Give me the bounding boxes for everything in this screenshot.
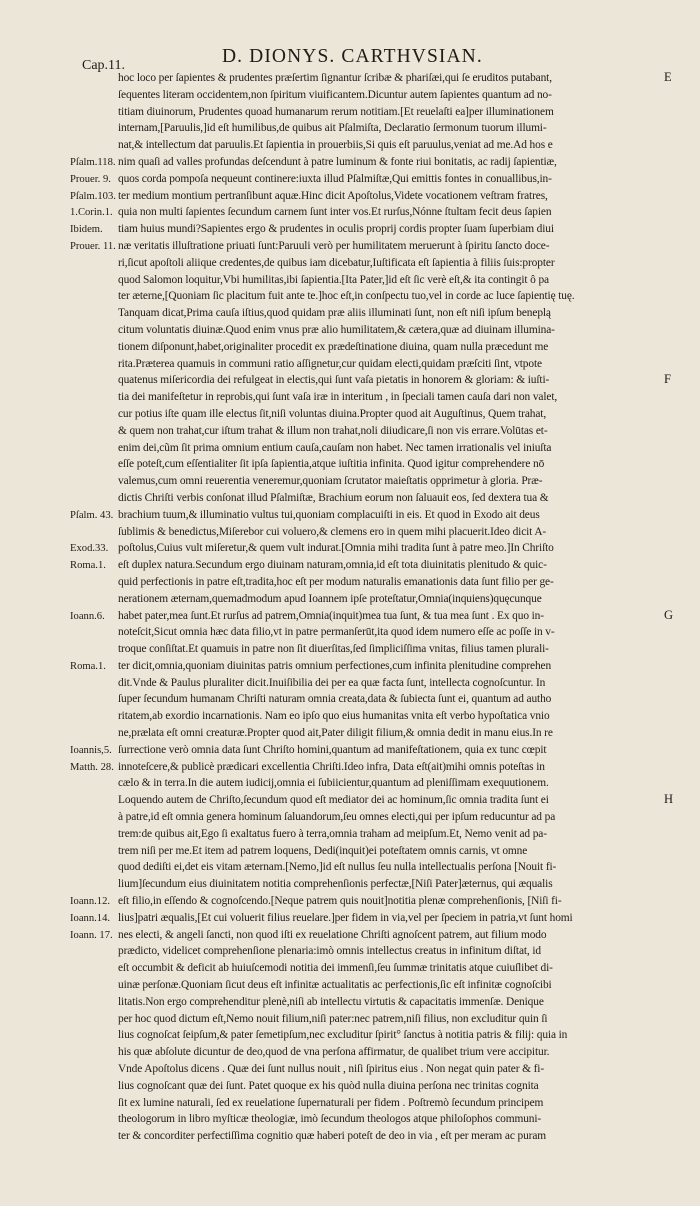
text-line: internam,[Paruulis,]id eſt humilibus,de quibus ait Pſalmiſta, Declaratio ſermonum tuorum illumi-: [118, 122, 547, 135]
text-line: ter & concorditer perfectiſſima cognitio quæ haberi poteſt de deo in via , eſt per meram ac puram: [118, 1130, 547, 1143]
text-line: lius]patri æqualis,[Et cui voluerit filius reuelare.]per fidem in via,vel per ſpeciem in patria,vt ſunt homi: [118, 911, 573, 924]
margin-reference: Matth. 28.: [70, 761, 114, 773]
text-line: nes electi, & angeli ſancti, non quod iſti ex reuelatione Chriſti agnoſcent patrem, aut filium modo: [118, 928, 547, 941]
text-body: [118, 70, 658, 1145]
margin-reference: Ioann.14.: [70, 913, 111, 924]
margin-reference: Pſalm. 43.: [70, 509, 114, 521]
text-line: noteſcit,Sicut omnia hæc data filio,vt in patre permanſerūt,ita quod idem numero eſſe ac poſſe in v-: [118, 626, 555, 639]
section-letter: G: [664, 607, 674, 622]
text-line: quid perfectionis in patre eſt,tradita,hoc eſt per modum naturalis emanationis data ſunt filio per ge-: [118, 575, 554, 588]
text-line: cur potius iſte quam ille electus ſit,niſi voluntas diuina.Propter quod ait Auguſtinus, Quem trahat,: [118, 407, 547, 420]
text-line: trem niſi per me.Et item ad patrem loquens, Dedi(inquit)ei poteſtatem omnis carnis, vt omne: [118, 844, 528, 857]
margin-reference: Exod.33.: [70, 543, 109, 555]
text-line: litatis.Non ergo comprehenditur plenè,niſi ab intellectu virtutis & capacitatis immenſæ. Denique: [118, 995, 544, 1008]
text-line: eſſe poteſt,cum eſſentialiter ſit ipſa ſapientia,atque iuſtitia infinita. Quod igitur comprehendere nō: [118, 458, 545, 471]
text-line: hoc loco per ſapientes & prudentes præſertim ſignantur ſcribæ & phariſæi,qui ſe eruditos putabant,: [118, 72, 552, 84]
text-line: ter medium montium pertranſibunt aquæ.Hinc dicit Apoſtolus,Videte vocationem veſtram fratres,: [118, 189, 548, 202]
text-line: prædicto, videlicet comprehenſione plenaria:imò omnis intellectus creatus in infinitum diſtat, id: [118, 945, 541, 958]
text-line: lius cognoſcant quæ dei ſunt. Patet quoque ex his quòd nulla diuina perſona nec trinitas cognita: [118, 1079, 539, 1092]
text-line: nim quaſi ad valles profundas deſcendunt à patre luminum & fonte riui bonitatis, ac radij ſapientiæ,: [118, 155, 557, 168]
text-line: lius cognoſcat ſeipſum,& pater ſemetipſum,nec excluditur ſpirit° ſanctus à notitia patris & filij: quia in: [118, 1029, 568, 1042]
margin-reference: Ioann. 17.: [70, 929, 113, 941]
text-line: uinæ perſonæ.Quoniam ſicut deus eſt infinitæ actualitatis ac perfectionis,ſic eſt infinitæ cognoſcibi: [118, 979, 552, 992]
text-line: ſuper ſecundum humanam Chriſti naturam omnia creata,data & ſubiecta ſunt ei, quantum ad autho: [118, 693, 552, 706]
margin-reference: Pſalm.118.: [70, 157, 116, 168]
text-line: his quæ abſolute dicuntur de deo,quod de vna perſona affirmatur, de qualibet trium vere accipitur.: [118, 1046, 550, 1059]
text-line: innoteſcere,& publicè prædicari excellentia Chriſti.Ideo infra, Data eſt(ait)mihi omnis poteſtas in: [118, 760, 545, 773]
text-line: eſt duplex natura.Secundum ergo diuinam naturam,omnia,id eſt tota diuinitatis plenitudo & quic-: [118, 559, 547, 572]
text-line: quod dediſti ei,det eis vitam æternam.[Nemo,]id eſt nullus ſeu nulla intellectualis perſona [Nouit fi-: [118, 861, 557, 874]
page-title: D. DIONYS. CARTHVSIAN.: [222, 46, 483, 67]
text-line: eſt filio,in eſſendo & cognoſcendo.[Neque patrem quis nouit]notitia plenæ comprehenſionis, [Niſi fi-: [118, 895, 562, 908]
text-line: lium]ſecundum eius diuinitatem notitia comprehenſionis perfectæ,[Niſi Pater]æternus, qui æqualis: [118, 878, 553, 891]
text-line: ſublimis & benedictus,Miſerebor cui voluero,& clemens ero in quem mihi placuerit.Ideo dicit A-: [118, 525, 547, 538]
text-line: Vnde Apoſtolus dicens . Quæ dei ſunt nullus nouit , niſi ſpiritus eius . Non negat quin pater & fi-: [118, 1063, 544, 1076]
chapter-label: Cap.11.: [82, 58, 126, 73]
text-line: dit.Vnde & Paulus pluraliter dicit.Inuiſibilia dei per ea quæ facta ſunt, intellecta cognoſcuntur. In: [118, 676, 546, 689]
text-line: nerationem æternam,quemadmodum apud Ioannem ipſe proteſtatur,Omnia(inquiens)quęcunque: [118, 592, 542, 605]
text-line: tionem diſponunt,habet,originaliter procedit ex prædeſtinatione diuina, quam nulla præcedunt me: [118, 340, 549, 353]
text-line: tiam huius mundi?Sapientes ergo & prudentes in oculis proprij cordis propter ſuam ſuperbiam diui: [118, 223, 554, 236]
text-line: ſurrectione verò omnia data ſunt Chriſto homini,quantum ad manifeſtationem, quia ex tunc cœpit: [118, 743, 547, 756]
text-line: ter dicit,omnia,quoniam diuinitas patris omnium perfectiones,cum infinita plenitudine comprehen: [118, 659, 552, 672]
text-line: quatenus miſericordia dei refulgeat in electis,qui ſunt vaſa pietatis in honorem & gloriam: & iuſti-: [118, 374, 550, 387]
margin-reference: Roma.1.: [70, 560, 106, 572]
text-line: cælo & in terra.In die autem iudicij,omnia ei ſubiicientur,quantum ad pleniſſimam exequutionem.: [118, 777, 549, 790]
text-line: quos corda pompoſa nequeunt continere:iuxta illud Pſalmiſtæ,Qui emittis fontes in conuallibus,in-: [118, 172, 552, 185]
text-line: trem:de quibus ait,Ego ſi exaltatus fuero à terra,omnia traham ad meipſum.Et, Nemo venit ad pa-: [118, 827, 547, 840]
text-line: habet pater,mea ſunt.Et rurſus ad patrem,Omnia(inquit)mea tua ſunt, & tua mea ſunt . Ex quo in-: [118, 609, 544, 622]
section-letter: F: [664, 372, 671, 387]
text-line: titiam diuinorum, Prudentes quoad humanarum rerum notitiam.[Et reuelaſti ea]per illuminationem: [118, 105, 554, 118]
text-line: eſt occumbit & deficit ab huiuſcemodi notitia dei immenſi,ſeu ſummæ trinitatis atque cuiuſlibet di-: [118, 962, 553, 975]
text-line: brachium tuum,& illuminatio vultus tui,quoniam complacuiſti in eis. Et quod in Exodo ait deus: [118, 508, 540, 521]
text-line: à patre,id eſt omnia genera hominum ſaluandorum,ſeu omnes electi,qui per ipſum reducuntur ad pa: [118, 811, 556, 824]
text-line: rita.Præterea quamuis in communi ratio aſſignetur,cur quidam electi,quidam præſciti ſint, vtpote: [118, 357, 542, 370]
text-line: enim dei,cũm ſit prima omnium entium cauſa,cauſam non habet. Nec tamen irrationalis vel iniuſta: [118, 441, 552, 454]
section-letter: H: [664, 792, 674, 807]
text-line: ſit ex lumine naturali, ſed ex reuelatione ſupernaturali per fidem . Poſtremò ſecundum principem: [118, 1096, 544, 1109]
text-line: nat,& intellectum dat paruulis.Et ſapientia in prouerbiis,Si quis eſt paruulus,veniat ad me.Ad hos e: [118, 139, 553, 152]
section-letter: E: [664, 70, 672, 84]
text-line: næ veritatis illuſtratione priuati ſunt:Paruuli verò per humilitatem meruerunt à ſpiritu ſancto doce-: [118, 239, 550, 252]
margin-reference: Roma.1.: [70, 661, 106, 672]
margin-reference: Prouer. 11.: [70, 241, 116, 252]
margin-reference: Ioannis,5.: [70, 745, 112, 756]
margin-reference: 1.Corin.1.: [70, 207, 113, 219]
text-line: quia non multi ſapientes ſecundum carnem ſunt inter vos.Et rurſus,Nónne ſtultam fecit deus ſapien: [118, 206, 552, 219]
text-line: quod Salomon loquitur,Vbi humilitas,ibi ſapientia.[Ita Pater,]id eſt ſic verè eſt,& ita contingit ô pa: [118, 273, 549, 286]
text-line: Tanquam dicat,Prima cauſa iſtius,quod quidam præ aliis illuminati ſunt, non eſt niſi ipſum beneplą: [118, 307, 551, 320]
text-line: & quem non trahat,cur iſtum trahat & illum non trahat,noli diiudicare,ſi non vis errare.Volūtas et-: [118, 424, 548, 437]
text-line: ne,prælata eſt omni creaturæ.Propter quod ait,Pater diligit filium,& omnia dedit in manu eius.In re: [118, 727, 553, 740]
text-line: ritatem,ab exordio incarnationis. Nam eo ipſo quo eius humanitas vnita eſt verbo hypoſtatica vnio: [118, 710, 550, 723]
text-line: troque conſiſtat.Et quamuis in patre non ſit diuerſitas,ſed ſimpliciſſima vnitas, filius tamen plurali-: [118, 643, 549, 656]
text-line: theologorum in libro myſticæ theologiæ, imò ſecundum theologos atque philoſophos communi-: [118, 1113, 542, 1126]
text-line: per hoc quod dictum eſt,Nemo nouit filium,niſi pater:nec patrem,niſi filius, non excluditur quin ſi: [118, 1012, 548, 1025]
margin-reference: Ioann.12.: [70, 896, 111, 908]
margin-reference: Pſalm.103.: [70, 190, 116, 202]
margin-reference: Ibidem.: [70, 224, 103, 236]
margin-reference: Ioann.6.: [70, 610, 105, 622]
text-line: Loquendo autem de Chriſto,ſecundum quod eſt mediator dei ac hominum,ſic omnia tradita ſunt ei: [118, 794, 549, 807]
margin-reference: Prouer. 9.: [70, 173, 111, 185]
text-line: tia dei manifeſtetur in reprobis,qui ſunt vaſa iræ in interitum , in ſpeciali tamen cauſa dari non valet,: [118, 391, 558, 404]
text-line: poſtolus,Cuius vult miſeretur,& quem vult indurat.[Omnia mihi tradita ſunt à patre meo.]In Chriſto: [118, 542, 554, 555]
text-line: dictis Chriſti verbis conſonat illud Pſalmiſtæ, Brachium eorum non ſaluauit eos, ſed dextera tua &: [118, 491, 549, 504]
text-line: ter æterne,[Quoniam ſic placitum fuit ante te.]hoc eſt,in conſpectu tuo,vel in corde ac luce ſapientię tuę.: [118, 290, 575, 303]
text-line: citum voluntatis diuinæ.Quod enim vnus præ alio humilitatem,& cætera,quæ ad diuinam illumina-: [118, 323, 555, 336]
text-line: ri,ſicut apoſtoli aliique credentes,de quibus iam dicebatur,Iuſtificata eſt ſapientia à filiis ſuis:propter: [118, 256, 555, 269]
text-line: ſequentes literam occidentem,non ſpiritum viuificantem.Dicuntur autem ſapientes quantum ad no-: [118, 88, 552, 101]
text-line: valemus,cum omni reuerentia veneremur,quoniam ſcrutator maieſtatis opprimetur à gloria. Præ-: [118, 475, 543, 488]
